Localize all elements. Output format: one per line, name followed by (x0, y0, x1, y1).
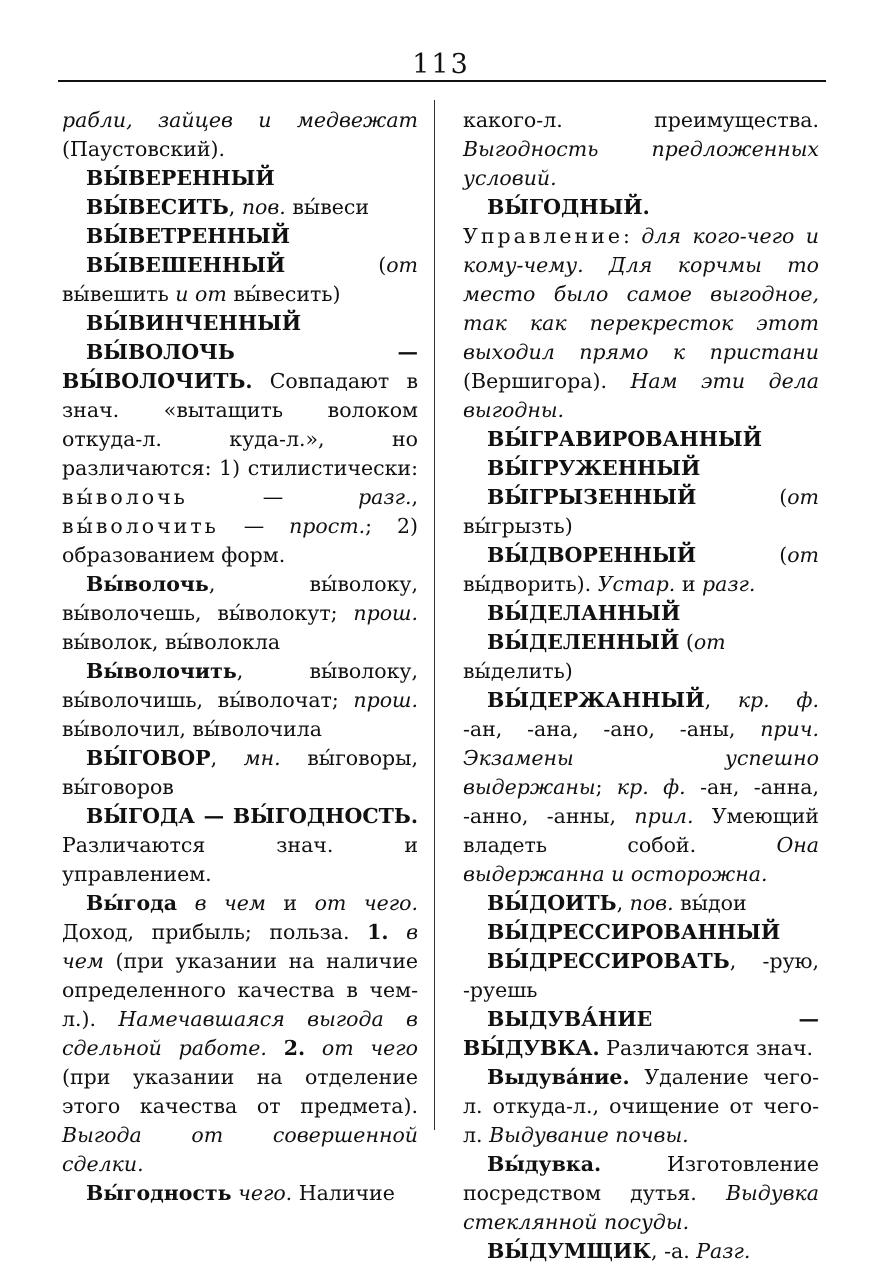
right-column (463, 106, 819, 1266)
dictionary-entry: ВЫ́ДЕЛЕННЫЙ (от вы́делить) (463, 630, 726, 683)
dictionary-entry: ВЫ́ГОДНЫЙ. Управление: для кого-чего и кому-чему. Для корчмы то место было самое выгодное, так как перекресток этот выходил прямо к пристани (Вершигора). Нам эти дела выгодны. (463, 195, 819, 422)
left-column (62, 106, 418, 1208)
dictionary-entry: ВЫ́ДРЕССИРОВАТЬ, -рую, -руешь (463, 949, 819, 1002)
dictionary-entry: ВЫ́ВЕТРЕННЫЙ (86, 224, 290, 248)
dictionary-entry: ВЫ́ВИНЧЕННЫЙ (86, 311, 302, 335)
header-rule (58, 80, 826, 82)
dictionary-entry: ВЫ́ДЕРЖАННЫЙ, кр. ф. -ан, -ана, -ано, -аны, прич. Экзамены успешно выдержаны; кр. ф. -ан, -анна, -анно, -анны, прил. Умеющий владеть собой. Она выдержанна и осторожна. (463, 688, 819, 886)
dictionary-entry: ВЫДУВА́НИЕ — ВЫ́ДУВКА. Различаются знач. (463, 1007, 819, 1060)
dictionary-entry: какого-л. преимущества. Выгодность предложенных условий. (463, 108, 819, 190)
dictionary-entry: ВЫ́ВЕШЕННЫЙ (от вы́вешить и от вы́весить) (62, 253, 418, 306)
dictionary-entry: Выдува́ние. Удаление чего-л. откуда-л., очищение от чего-л. Выдувание почвы. (463, 1065, 819, 1147)
dictionary-entry: ВЫ́ДОИТЬ, пов. вы́дои (487, 891, 747, 915)
dictionary-entry: Вы́дувка. Изготовление посредством дутья. Выдувка стеклянной посуды. (463, 1152, 819, 1234)
dictionary-entry: ВЫ́ДРЕССИРОВАННЫЙ (487, 920, 781, 944)
dictionary-entry: Вы́волочить, вы́волоку, вы́волочишь, вы́волочат; прош. вы́волочил, вы́волочила (62, 659, 418, 741)
dictionary-entry: ВЫ́ГРАВИРОВАННЫЙ (487, 427, 762, 451)
dictionary-entry: Вы́года в чем и от чего. Доход, прибыль; польза. 1. в чем (при указании на наличие определенного качества в чем-л.). Намечавшаяся выгода в сдельной работе. 2. от чего (при указании на отделение этого качества от предмета). Выгода от совершенной сделки. (62, 891, 418, 1176)
dictionary-entry: Вы́волочь, вы́волоку, вы́волочешь, вы́волокут; прош. вы́волок, вы́волокла (62, 572, 418, 654)
dictionary-entry: ВЫ́ДУМЩИК, -а. Разг. (487, 1239, 751, 1263)
dictionary-entry: Вы́годность чего. Наличие (86, 1181, 395, 1205)
dictionary-entry: ВЫ́ДЕЛАННЫЙ (487, 601, 681, 625)
dictionary-entry: ВЫ́ГРУЖЕННЫЙ (487, 456, 701, 480)
dictionary-entry: ВЫ́ВОЛОЧЬ — ВЫ́ВОЛОЧИТЬ. Совпадают в знач. «вытащить волоком откуда-л. куда-л.», но различаются: 1) стилистически: вы́волочь — разг., вы́волочить — прост.; 2) образованием форм. (62, 340, 418, 567)
dictionary-entry: ВЫ́ВЕРЕННЫЙ (86, 166, 275, 190)
dictionary-entry: ВЫ́ДВОРЕННЫЙ (от вы́дворить). Устар. и разг. (463, 543, 819, 596)
column-divider (434, 100, 435, 1130)
dictionary-entry: ВЫ́ГРЫЗЕННЫЙ (от вы́грызть) (463, 485, 819, 538)
dictionary-entry: рабли, зайцев и медвежат (Паустовский). (62, 108, 418, 161)
dictionary-entry: ВЫ́ГОВОР, мн. вы́говоры, вы́говоров (62, 746, 418, 799)
dictionary-entry: ВЫ́ВЕСИТЬ, пов. вы́веси (86, 195, 370, 219)
dictionary-entry: ВЫ́ГОДА — ВЫ́ГОДНОСТЬ. Различаются знач. и управлением. (62, 804, 418, 886)
page-number: 113 (412, 49, 470, 80)
